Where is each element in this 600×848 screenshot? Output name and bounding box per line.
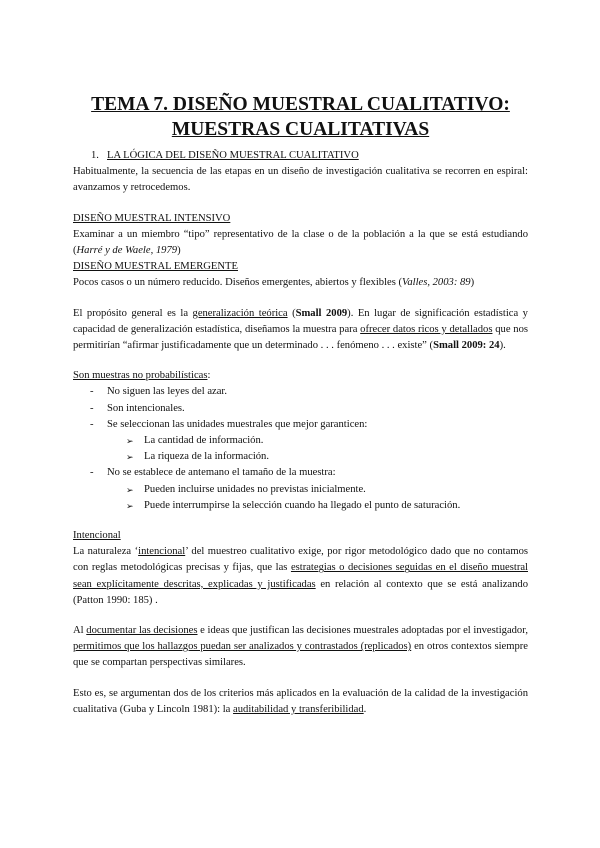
documentar-paragraph: [73, 623, 528, 672]
intencional-heading-text: Intencional: [73, 530, 121, 542]
intensivo-paragraph: [73, 227, 528, 259]
no-prob-heading-text: Son muestras no probabilísticas: [73, 370, 208, 382]
list-item-text: Se seleccionan las unidades muestrales que mejor garanticen:: [107, 418, 368, 430]
emergente-citation: Valles, 2003: 89: [402, 277, 471, 289]
sub-list-item: [73, 498, 528, 514]
arrow-bullet-icon: ➢: [126, 500, 134, 511]
no-prob-list: [73, 384, 528, 514]
list-item: [73, 384, 528, 400]
intencional-text-2: ’ del muestreo cualitativo exige, por rigor metodológico dado que no contamos con reglas metodológicas precisas y fijas, que las: [73, 546, 528, 574]
intensivo-text: Examinar a un miembro “tipo” representativo de la clase o de la población a la que se está estudiando (: [73, 228, 528, 257]
intensivo-close: ): [177, 245, 181, 257]
emergente-text: Pocos casos o un número reducido. Diseños emergentes, abiertos y flexibles (: [73, 277, 403, 289]
emergente-heading-text: DISEÑO MUESTRAL EMERGENTE: [73, 261, 238, 273]
sub-list-item-text: Puede interrumpirse la selección cuando ha llegado el punto de saturación.: [144, 499, 461, 511]
dash-bullet: -: [90, 386, 94, 398]
criterios-text-1: Esto es, se argumentan dos de los criterios más aplicados en la evaluación de la calidad de la investigación cualitativa (Guba y Lincoln 1981): la: [73, 687, 528, 715]
documentar-underline-2: permitimos que los hallazgos puedan ser analizados y contrastados (replicados): [73, 641, 412, 653]
dash-bullet: -: [90, 402, 94, 414]
intro-paragraph: Habitualmente, la secuencia de las etapas en un diseño de investigación cualitativa se recorren en espiral: avanzamos y retrocedemos.: [73, 166, 528, 194]
sub-list-item: [73, 482, 528, 498]
intencional-underline-1: intencional: [138, 546, 186, 558]
sub-list: [73, 482, 528, 514]
proposito-underline-1: generalización teórica: [192, 307, 288, 319]
arrow-bullet-icon: ➢: [126, 484, 134, 495]
proposito-bold-1: Small 2009: [295, 307, 348, 319]
intensivo-citation: Harré y de Waele, 1979: [76, 245, 178, 257]
list-item-text: No se establece de antemano el tamaño de la muestra:: [107, 467, 336, 479]
proposito-text-1: El propósito general es la: [73, 307, 193, 319]
documentar-underline-1: documentar las decisiones: [86, 625, 198, 637]
sub-list-item-text: La riqueza de la información.: [144, 451, 270, 463]
documentar-text-2: e ideas que justifican las decisiones muestrales adoptadas por el investigador,: [197, 625, 528, 637]
list-item: [73, 417, 528, 466]
intencional-paragraph: [73, 544, 528, 609]
list-item: [73, 465, 528, 514]
criterios-paragraph: [73, 686, 528, 718]
list-item-text: No siguen las leyes del azar.: [107, 386, 228, 398]
title-line-2: MUESTRAS CUALITATIVAS: [171, 119, 430, 140]
sub-list-item-text: La cantidad de información.: [144, 435, 264, 447]
emergente-paragraph: [73, 275, 528, 291]
title-line-1: TEMA 7. DISEÑO MUESTRAL CUALITATIVO:: [91, 94, 510, 115]
proposito-bold-2: Small 2009: 24: [433, 340, 500, 352]
intencional-underline-2: estrategias o decisiones seguidas en el diseño muestral sean explícitamente descritas, explicadas y justificadas: [73, 562, 528, 590]
sub-list-item: [73, 449, 528, 465]
dash-bullet: -: [90, 418, 94, 430]
proposito-text-5: ).: [499, 340, 506, 352]
intensivo-heading: [73, 211, 528, 227]
section-title: LA LÓGICA DEL DISEÑO MUESTRAL CUALITATIVO: [107, 150, 359, 161]
sub-list-item-text: Pueden incluirse unidades no previstas inicialmente.: [144, 483, 366, 495]
intencional-text-1: La naturaleza ‘: [73, 546, 139, 558]
arrow-bullet-icon: ➢: [126, 452, 134, 463]
page-title: [73, 92, 528, 142]
list-item-text: Son intencionales.: [107, 402, 185, 414]
proposito-text-3: ). En lugar de significación estadística y capacidad de generalización estadística, diseñamos la muestra para: [73, 307, 528, 335]
criterios-text-2: .: [363, 703, 367, 715]
emergente-heading: [73, 259, 528, 275]
dash-bullet: -: [90, 467, 94, 479]
no-prob-colon: :: [207, 370, 211, 382]
list-item: [73, 401, 528, 417]
emergente-close: ): [470, 277, 475, 289]
criterios-underline-1: auditabilidad y transferibilidad: [233, 703, 364, 715]
proposito-text-4: que nos permitirían “afirmar justificadamente que un determinado . . . fenómeno . . . existe” (: [73, 323, 529, 352]
intencional-heading: [73, 528, 528, 544]
sub-list-item: [73, 433, 528, 449]
sub-list: [73, 433, 528, 465]
proposito-underline-2: ofrecer datos ricos y detallados: [360, 323, 493, 335]
intencional-text-3: en relación al contexto que se está analizando (Patton 1990: 185) .: [73, 578, 528, 606]
no-prob-heading: [73, 368, 528, 384]
proposito-paragraph: [73, 306, 528, 355]
section-heading: [91, 148, 528, 164]
documentar-text-1: Al: [73, 625, 87, 637]
arrow-bullet-icon: ➢: [126, 436, 134, 447]
section-number: 1.: [91, 150, 99, 161]
proposito-text-2: (: [287, 307, 296, 319]
intensivo-heading-text: DISEÑO MUESTRAL INTENSIVO: [73, 212, 231, 224]
documentar-text-3: en otros contextos siempre que se compartan perspectivas similares.: [73, 641, 529, 669]
